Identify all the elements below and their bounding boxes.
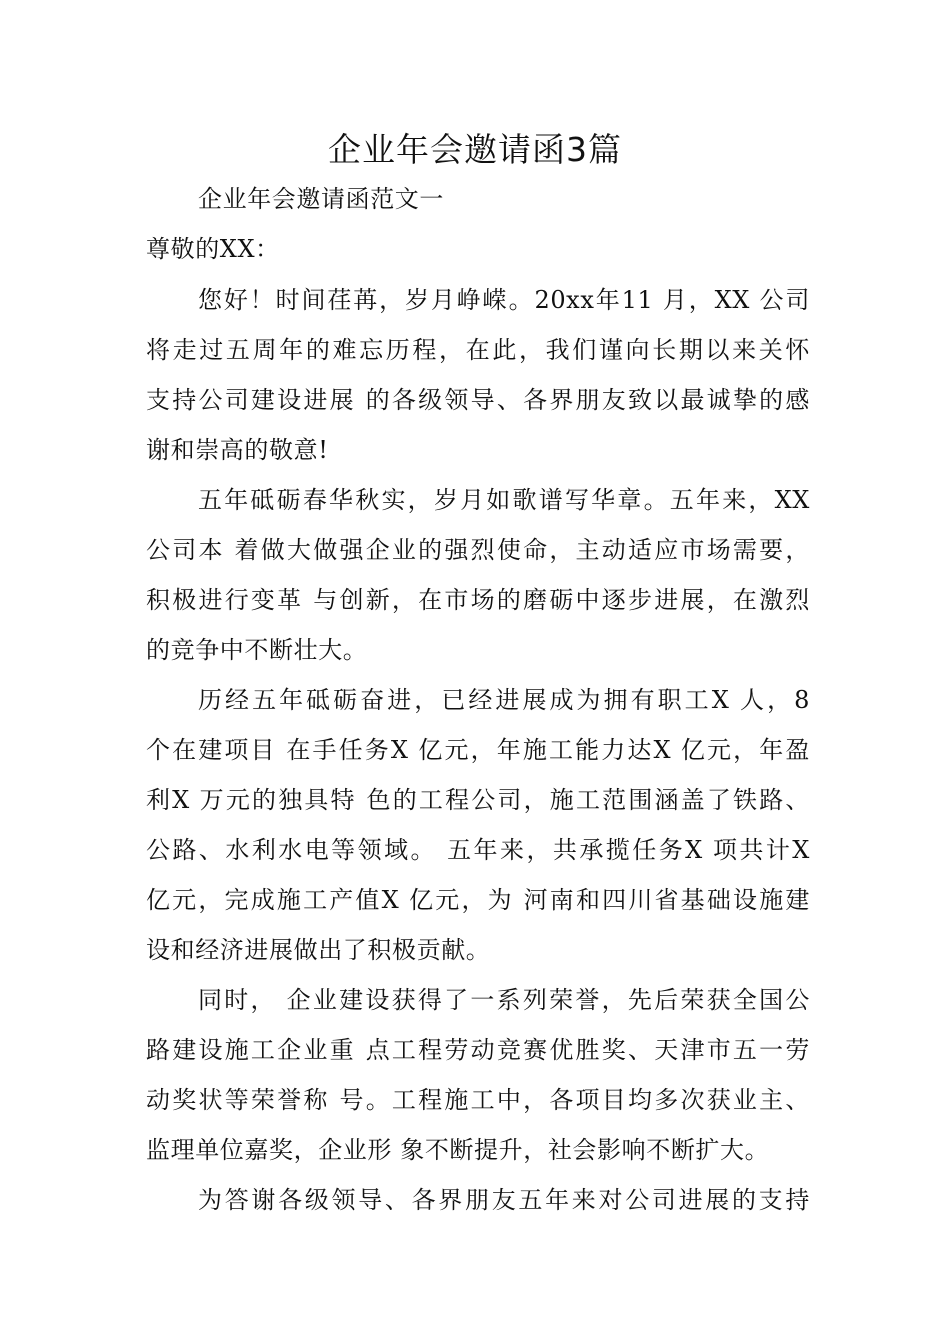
salutation: 尊敬的XX： xyxy=(146,235,280,263)
text-line: 积极进行变革 与创新，在市场的磨砺中逐步进展，在激烈 xyxy=(146,586,810,614)
text-line: 为答谢各级领导、各界朋友五年来对公司进展的支持 xyxy=(198,1186,810,1214)
text-line: 同时， 企业建设获得了一系列荣誉，先后荣获全国公 xyxy=(198,986,810,1014)
text-line: 谢和崇高的敬意! xyxy=(146,436,329,464)
text-line: 亿元，完成施工产值X 亿元，为 河南和四川省基础设施建 xyxy=(146,886,810,914)
text-line: 路建设施工企业重 点工程劳动竞赛优胜奖、天津市五一劳 xyxy=(146,1036,810,1064)
text-line: 五年砥砺春华秋实，岁月如歌谱写华章。五年来，XX xyxy=(198,486,810,514)
text-line: 的竞争中不断壮大。 xyxy=(146,636,368,664)
text-line: 公司本 着做大做强企业的强烈使命，主动适应市场需要， xyxy=(146,536,810,564)
text-line: 将走过五周年的难忘历程，在此，我们谨向长期以来关怀 xyxy=(146,336,810,364)
text-line: 历经五年砥砺奋进，已经进展成为拥有职工X 人，8 xyxy=(198,686,810,714)
document-title: 企业年会邀请函3篇 xyxy=(328,130,622,169)
text-line: 监理单位嘉奖，企业形 象不断提升，社会影响不断扩大。 xyxy=(146,1136,770,1164)
text-line: 动奖状等荣誉称 号。工程施工中，各项目均多次获业主、 xyxy=(146,1086,810,1114)
text-line: 公路、水利水电等领域。 五年来，共承揽任务X 项共计X xyxy=(146,836,810,864)
subtitle: 企业年会邀请函范文一 xyxy=(198,185,444,213)
text-line: 支持公司建设进展 的各级领导、各界朋友致以最诚挚的感 xyxy=(146,386,810,414)
text-line: 利X 万元的独具特 色的工程公司，施工范围涵盖了铁路、 xyxy=(146,786,810,814)
text-line: 您好！时间荏苒，岁月峥嵘。20xx年11 月，XX 公司 xyxy=(198,286,810,314)
text-line: 个在建项目 在手任务X 亿元，年施工能力达X 亿元，年盈 xyxy=(146,736,810,764)
text-line: 设和经济进展做出了积极贡献。 xyxy=(146,936,491,964)
